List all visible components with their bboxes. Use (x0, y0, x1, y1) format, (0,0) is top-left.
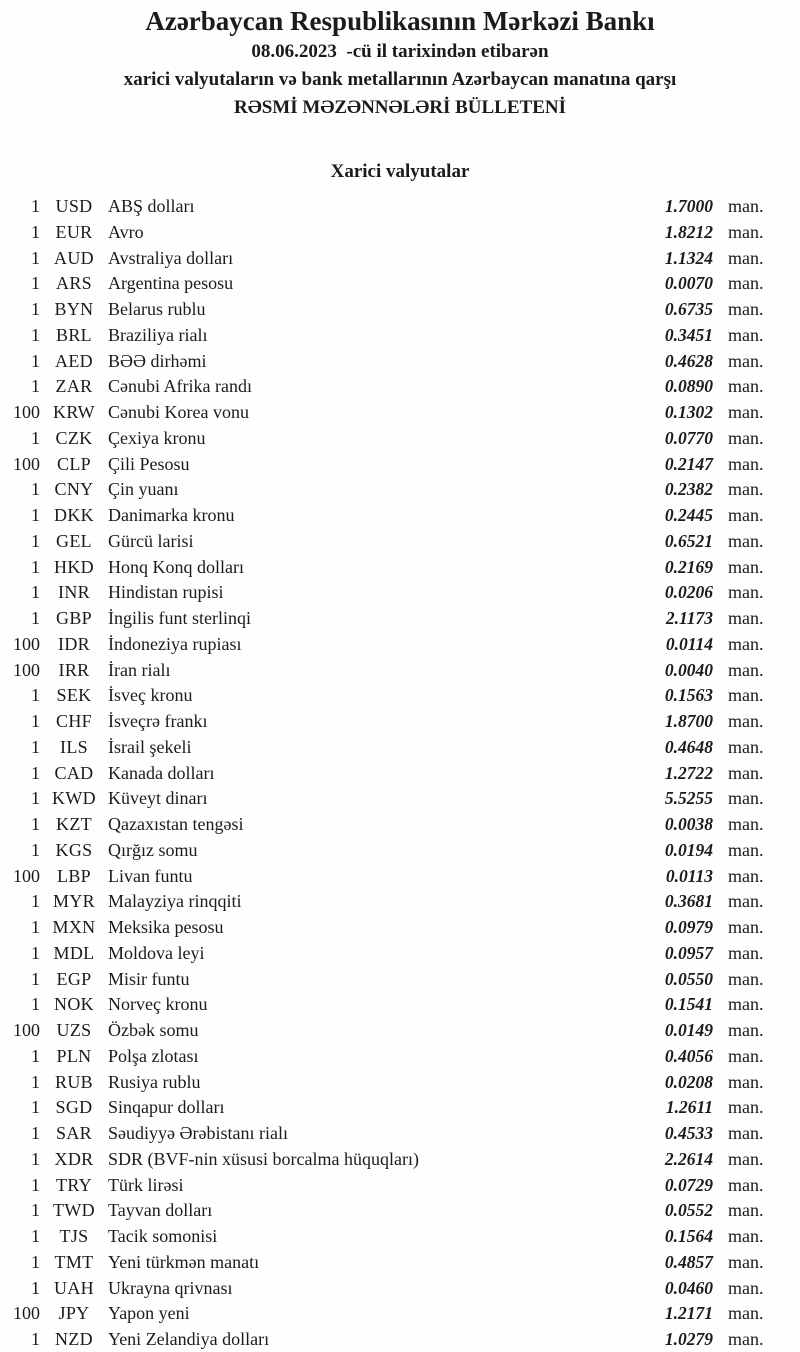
rate-value-cell: 0.0208 (664, 1071, 713, 1092)
unit-suffix-cell: man. (728, 762, 764, 783)
quantity-cell: 1 (31, 505, 40, 525)
unit-suffix-cell: man. (728, 402, 764, 422)
currency-code-cell: AED (55, 350, 93, 371)
unit-suffix-cell: man. (728, 196, 764, 216)
currency-code-cell: GEL (56, 530, 92, 551)
currency-name-cell: Avstraliya dolları (108, 247, 234, 268)
rate-value-cell: 0.6521 (664, 530, 713, 551)
quantity-cell: 1 (31, 1174, 40, 1195)
quantity-cell: 100 (13, 633, 40, 654)
bank-title: Azərbaycan Respublikasının Mərkəzi Bankı (145, 6, 655, 36)
currency-code-cell: SGD (55, 1097, 93, 1118)
quantity-cell: 1 (31, 968, 40, 989)
currency-code-cell: ARS (56, 273, 92, 294)
currency-name-cell: Misir funtu (108, 968, 190, 989)
quantity-cell: 1 (31, 608, 40, 628)
unit-suffix-cell: man. (728, 350, 764, 371)
rate-value-cell: 0.4628 (664, 350, 713, 371)
currency-name-cell: ABŞ dolları (108, 196, 195, 216)
currency-rate-row (0, 1327, 800, 1352)
currency-name-cell: Avro (108, 221, 144, 242)
unit-suffix-cell: man. (728, 376, 764, 397)
currency-rate-row (0, 1198, 800, 1224)
unit-suffix-cell: man. (728, 1200, 764, 1221)
quantity-cell: 1 (31, 324, 40, 345)
currency-code-cell: ZAR (55, 376, 93, 397)
currency-name-cell: Çili Pesosu (108, 453, 190, 474)
quantity-cell: 1 (31, 1251, 40, 1272)
rate-value-cell: 0.3681 (664, 891, 713, 912)
quantity-cell: 1 (31, 427, 40, 448)
unit-suffix-cell: man. (728, 221, 764, 242)
currency-code-cell: RUB (55, 1071, 93, 1092)
unit-suffix-cell: man. (728, 273, 764, 294)
currency-rate-row (0, 246, 800, 272)
rate-value-cell: 1.2722 (664, 762, 713, 783)
rate-value-cell: 0.0040 (664, 659, 713, 680)
currency-name-cell: Tayvan dolları (108, 1200, 213, 1221)
currency-name-cell: Danimarka kronu (108, 505, 235, 525)
unit-suffix-cell: man. (728, 299, 764, 319)
unit-suffix-cell: man. (728, 556, 764, 577)
unit-suffix-cell: man. (728, 505, 764, 525)
currency-code-cell: IDR (58, 633, 90, 654)
unit-suffix-cell: man. (728, 685, 764, 706)
currency-rate-row (0, 349, 800, 375)
quantity-cell: 1 (31, 839, 40, 860)
quantity-cell: 1 (31, 376, 40, 397)
quantity-cell: 100 (13, 402, 40, 422)
unit-suffix-cell: man. (728, 736, 764, 757)
rate-value-cell: 1.0279 (664, 1329, 713, 1349)
unit-suffix-cell: man. (728, 1097, 764, 1118)
quantity-cell: 1 (31, 350, 40, 371)
unit-suffix-cell: man. (728, 1226, 764, 1246)
currency-rate-row (0, 864, 800, 890)
currency-rate-row (0, 555, 800, 581)
currency-name-cell: Çin yuanı (108, 479, 179, 500)
currency-name-cell: Səudiyyə Ərəbistanı rialı (108, 1123, 288, 1143)
currency-code-cell: KWD (52, 788, 96, 809)
bulletin-title-line: RƏSMİ MƏZƏNNƏLƏRİ BÜLLETENİ (233, 97, 566, 118)
currency-name-cell: Livan funtu (108, 865, 193, 886)
currency-name-cell: Belarus rublu (108, 299, 206, 319)
rate-value-cell: 2.2614 (664, 1148, 713, 1169)
rate-value-cell: 0.0552 (664, 1200, 713, 1221)
quantity-cell: 1 (31, 273, 40, 294)
currency-name-cell: Cənubi Afrika randı (108, 376, 252, 397)
unit-suffix-cell: man. (728, 891, 764, 912)
quantity-cell: 1 (31, 814, 40, 834)
currency-name-cell: Gürcü larisi (108, 530, 194, 551)
currency-code-cell: ILS (60, 736, 88, 757)
currency-code-cell: CLP (57, 453, 91, 474)
currency-rates-table (0, 194, 800, 1352)
quantity-cell: 1 (31, 530, 40, 551)
currency-rate-row (0, 812, 800, 838)
currency-rate-row (0, 967, 800, 993)
currency-code-cell: TWD (53, 1200, 95, 1221)
currency-code-cell: AUD (54, 247, 94, 268)
currency-code-cell: UAH (54, 1277, 94, 1298)
currency-code-cell: SAR (56, 1123, 92, 1143)
quantity-cell: 1 (31, 1071, 40, 1092)
quantity-cell: 1 (31, 1097, 40, 1118)
currency-rate-row (0, 1044, 800, 1070)
rate-value-cell: 0.2445 (664, 505, 713, 525)
currency-code-cell: TMT (54, 1251, 94, 1272)
quantity-cell: 1 (31, 788, 40, 809)
currency-name-cell: Meksika pesosu (108, 917, 224, 937)
currency-name-cell: Yeni Zelandiya dolları (108, 1329, 270, 1349)
currency-name-cell: Argentina pesosu (108, 273, 234, 294)
unit-suffix-cell: man. (728, 453, 764, 474)
quantity-cell: 1 (31, 685, 40, 706)
currency-code-cell: BYN (54, 299, 94, 319)
currency-rate-row (0, 1301, 800, 1327)
currency-code-cell: EUR (55, 221, 93, 242)
currency-rate-row (0, 761, 800, 787)
rate-value-cell: 1.8212 (664, 221, 713, 242)
currency-rate-row (0, 580, 800, 606)
rate-value-cell: 0.0460 (664, 1277, 713, 1298)
currency-name-cell: İran rialı (108, 659, 171, 680)
currency-name-cell: İsveçrə frankı (108, 711, 208, 731)
currency-code-cell: XDR (54, 1148, 94, 1169)
rate-value-cell: 0.0206 (664, 582, 713, 603)
currency-code-cell: KRW (53, 402, 95, 422)
currency-rate-row (0, 915, 800, 941)
rate-value-cell: 0.0770 (664, 427, 713, 448)
quantity-cell: 1 (31, 1329, 40, 1349)
rate-value-cell: 0.1564 (664, 1226, 713, 1246)
unit-suffix-cell: man. (728, 608, 764, 628)
currency-code-cell: GBP (56, 608, 92, 628)
currency-rate-row (0, 992, 800, 1018)
currency-name-cell: SDR (BVF-nin xüsusi borcalma hüquqları) (108, 1148, 419, 1169)
unit-suffix-cell: man. (728, 427, 764, 448)
quantity-cell: 1 (31, 942, 40, 963)
rate-value-cell: 5.5255 (664, 788, 713, 809)
unit-suffix-cell: man. (728, 582, 764, 603)
rate-value-cell: 0.4648 (664, 736, 713, 757)
unit-suffix-cell: man. (728, 479, 764, 500)
unit-suffix-cell: man. (728, 1045, 764, 1066)
currency-name-cell: Ukrayna qrivnası (108, 1277, 233, 1298)
currency-name-cell: Özbək somu (108, 1020, 199, 1040)
quantity-cell: 1 (31, 917, 40, 937)
currency-code-cell: LBP (57, 865, 91, 886)
currency-name-cell: Kanada dolları (108, 762, 215, 783)
rate-value-cell: 1.8700 (664, 711, 713, 731)
currency-name-cell: İsveç kronu (108, 685, 193, 706)
currency-rate-row (0, 297, 800, 323)
currency-code-cell: JPY (58, 1303, 90, 1324)
rate-value-cell: 0.3451 (664, 324, 713, 345)
quantity-cell: 1 (31, 582, 40, 603)
quantity-cell: 1 (31, 994, 40, 1015)
rate-value-cell: 0.4533 (664, 1123, 713, 1143)
currency-name-cell: Türk lirəsi (108, 1174, 184, 1195)
currency-rate-row (0, 529, 800, 555)
rate-value-cell: 0.0194 (664, 839, 713, 860)
quantity-cell: 1 (31, 1277, 40, 1298)
currency-rate-row (0, 452, 800, 478)
currency-code-cell: MDL (53, 942, 95, 963)
unit-suffix-cell: man. (728, 633, 764, 654)
unit-suffix-cell: man. (728, 788, 764, 809)
currency-rate-row (0, 1276, 800, 1302)
currency-rate-row (0, 194, 800, 220)
currency-code-cell: KGS (55, 839, 93, 860)
currency-rate-row (0, 1070, 800, 1096)
rate-value-cell: 1.2171 (664, 1303, 713, 1324)
currency-code-cell: CHF (56, 711, 92, 731)
unit-suffix-cell: man. (728, 659, 764, 680)
currency-code-cell: TRY (56, 1174, 92, 1195)
currency-rate-row (0, 323, 800, 349)
rate-value-cell: 0.0729 (664, 1174, 713, 1195)
currency-code-cell: IRR (58, 659, 90, 680)
unit-suffix-cell: man. (728, 1277, 764, 1298)
rate-value-cell: 0.0890 (664, 376, 713, 397)
currency-rate-row (0, 1095, 800, 1121)
unit-suffix-cell: man. (728, 968, 764, 989)
currency-rate-row (0, 838, 800, 864)
currency-name-cell: Çexiya kronu (108, 427, 206, 448)
rate-value-cell: 0.0550 (664, 968, 713, 989)
currency-code-cell: TJS (59, 1226, 89, 1246)
quantity-cell: 100 (13, 659, 40, 680)
currency-code-cell: DKK (54, 505, 94, 525)
rate-value-cell: 0.4056 (664, 1045, 713, 1066)
currency-name-cell: Qazaxıstan tengəsi (108, 814, 244, 834)
unit-suffix-cell: man. (728, 1174, 764, 1195)
quantity-cell: 1 (31, 247, 40, 268)
rate-value-cell: 0.0979 (664, 917, 713, 937)
unit-suffix-cell: man. (728, 1148, 764, 1169)
rate-value-cell: 0.2169 (664, 556, 713, 577)
quantity-cell: 1 (31, 1045, 40, 1066)
quantity-cell: 1 (31, 891, 40, 912)
currency-code-cell: BRL (56, 324, 92, 345)
currency-rate-row (0, 786, 800, 812)
currency-name-cell: Tacik somonisi (108, 1226, 218, 1246)
unit-suffix-cell: man. (728, 839, 764, 860)
currency-rate-row (0, 271, 800, 297)
rate-value-cell: 0.0149 (664, 1020, 713, 1040)
subject-line: xarici valyutaların və bank metallarının Azərbaycan manatına qarşı (123, 69, 677, 90)
unit-suffix-cell: man. (728, 1303, 764, 1324)
currency-name-cell: BƏƏ dirhəmi (108, 350, 207, 371)
currency-name-cell: Hindistan rupisi (108, 582, 224, 603)
currency-rate-row (0, 400, 800, 426)
unit-suffix-cell: man. (728, 530, 764, 551)
quantity-cell: 1 (31, 556, 40, 577)
unit-suffix-cell: man. (728, 814, 764, 834)
quantity-cell: 1 (31, 196, 40, 216)
currency-name-cell: İsrail şekeli (108, 736, 192, 757)
currency-name-cell: Sinqapur dolları (108, 1097, 225, 1118)
currency-name-cell: Braziliya rialı (108, 324, 208, 345)
currency-rate-row (0, 1147, 800, 1173)
rate-value-cell: 0.1541 (664, 994, 713, 1015)
quantity-cell: 1 (31, 762, 40, 783)
currency-rate-row (0, 1121, 800, 1147)
currency-code-cell: UZS (56, 1020, 92, 1040)
currency-code-cell: KZT (56, 814, 92, 834)
currency-code-cell: SEK (56, 685, 92, 706)
currency-rate-row (0, 941, 800, 967)
unit-suffix-cell: man. (728, 942, 764, 963)
currency-code-cell: CAD (54, 762, 94, 783)
currency-name-cell: İngilis funt sterlinqi (108, 608, 251, 628)
unit-suffix-cell: man. (728, 247, 764, 268)
currency-code-cell: EGP (56, 968, 92, 989)
quantity-cell: 1 (31, 1200, 40, 1221)
currency-rate-row (0, 709, 800, 735)
currency-name-cell: Polşa zlotası (108, 1045, 199, 1066)
currency-code-cell: NZD (55, 1329, 93, 1349)
unit-suffix-cell: man. (728, 324, 764, 345)
rate-value-cell: 1.2611 (665, 1097, 713, 1118)
unit-suffix-cell: man. (728, 1329, 764, 1349)
currency-name-cell: Rusiya rublu (108, 1071, 201, 1092)
quantity-cell: 100 (13, 453, 40, 474)
currency-code-cell: MXN (52, 917, 96, 937)
rate-value-cell: 0.1563 (664, 685, 713, 706)
rate-value-cell: 0.2147 (664, 453, 713, 474)
quantity-cell: 1 (31, 711, 40, 731)
rate-value-cell: 0.0957 (664, 942, 713, 963)
currency-rate-row (0, 503, 800, 529)
currency-name-cell: İndoneziya rupiası (108, 633, 242, 654)
currency-code-cell: CZK (55, 427, 93, 448)
currency-rate-row (0, 1018, 800, 1044)
currency-rate-row (0, 1224, 800, 1250)
currency-code-cell: MYR (53, 891, 95, 912)
currency-name-cell: Yapon yeni (108, 1303, 190, 1324)
currency-code-cell: NOK (54, 994, 94, 1015)
rate-value-cell: 2.1173 (665, 608, 713, 628)
quantity-cell: 100 (13, 865, 40, 886)
currency-name-cell: Honq Konq dolları (108, 556, 244, 577)
currency-code-cell: USD (55, 196, 93, 216)
quantity-cell: 1 (31, 736, 40, 757)
currency-rate-row (0, 683, 800, 709)
unit-suffix-cell: man. (728, 994, 764, 1015)
quantity-cell: 1 (31, 1226, 40, 1246)
currency-name-cell: Moldova leyi (108, 942, 205, 963)
unit-suffix-cell: man. (728, 1123, 764, 1143)
rate-value-cell: 1.7000 (664, 196, 713, 216)
rate-value-cell: 0.6735 (664, 299, 713, 319)
currency-name-cell: Malayziya rinqqiti (108, 891, 242, 912)
unit-suffix-cell: man. (728, 1020, 764, 1040)
currency-rate-row (0, 1250, 800, 1276)
currency-rate-row (0, 889, 800, 915)
currency-name-cell: Küveyt dinarı (108, 788, 208, 809)
rate-value-cell: 0.0113 (665, 865, 713, 886)
unit-suffix-cell: man. (728, 1251, 764, 1272)
unit-suffix-cell: man. (728, 917, 764, 937)
currency-rate-row (0, 735, 800, 761)
rate-value-cell: 0.1302 (664, 402, 713, 422)
currency-rate-row (0, 374, 800, 400)
quantity-cell: 1 (31, 1148, 40, 1169)
currency-rate-row (0, 658, 800, 684)
currency-name-cell: Yeni türkmən manatı (108, 1251, 260, 1272)
currency-name-cell: Qırğız somu (108, 839, 198, 860)
rate-value-cell: 1.1324 (664, 247, 713, 268)
currency-rate-row (0, 1173, 800, 1199)
quantity-cell: 1 (31, 1123, 40, 1143)
quantity-cell: 100 (13, 1020, 40, 1040)
currency-code-cell: HKD (54, 556, 94, 577)
unit-suffix-cell: man. (728, 865, 764, 886)
rate-value-cell: 0.2382 (664, 479, 713, 500)
rate-value-cell: 0.0114 (665, 633, 713, 654)
currency-rate-row (0, 426, 800, 452)
currency-name-cell: Norveç kronu (108, 994, 208, 1015)
currency-code-cell: PLN (56, 1045, 92, 1066)
quantity-cell: 1 (31, 299, 40, 319)
currency-code-cell: INR (58, 582, 90, 603)
currency-code-cell: CNY (54, 479, 94, 500)
section-title: Xarici valyutalar (330, 161, 470, 182)
currency-rate-row (0, 220, 800, 246)
quantity-cell: 1 (31, 479, 40, 500)
currency-rate-row (0, 632, 800, 658)
quantity-cell: 100 (13, 1303, 40, 1324)
unit-suffix-cell: man. (728, 1071, 764, 1092)
currency-rate-row (0, 477, 800, 503)
rate-value-cell: 0.4857 (664, 1251, 713, 1272)
rate-value-cell: 0.0070 (664, 273, 713, 294)
currency-name-cell: Cənubi Korea vonu (108, 402, 249, 422)
unit-suffix-cell: man. (728, 711, 764, 731)
document-header (0, 0, 800, 122)
currency-rate-row (0, 606, 800, 632)
effective-date-line: 08.06.2023 -cü il tarixindən etibarən (251, 41, 549, 62)
quantity-cell: 1 (31, 221, 40, 242)
rate-value-cell: 0.0038 (664, 814, 713, 834)
